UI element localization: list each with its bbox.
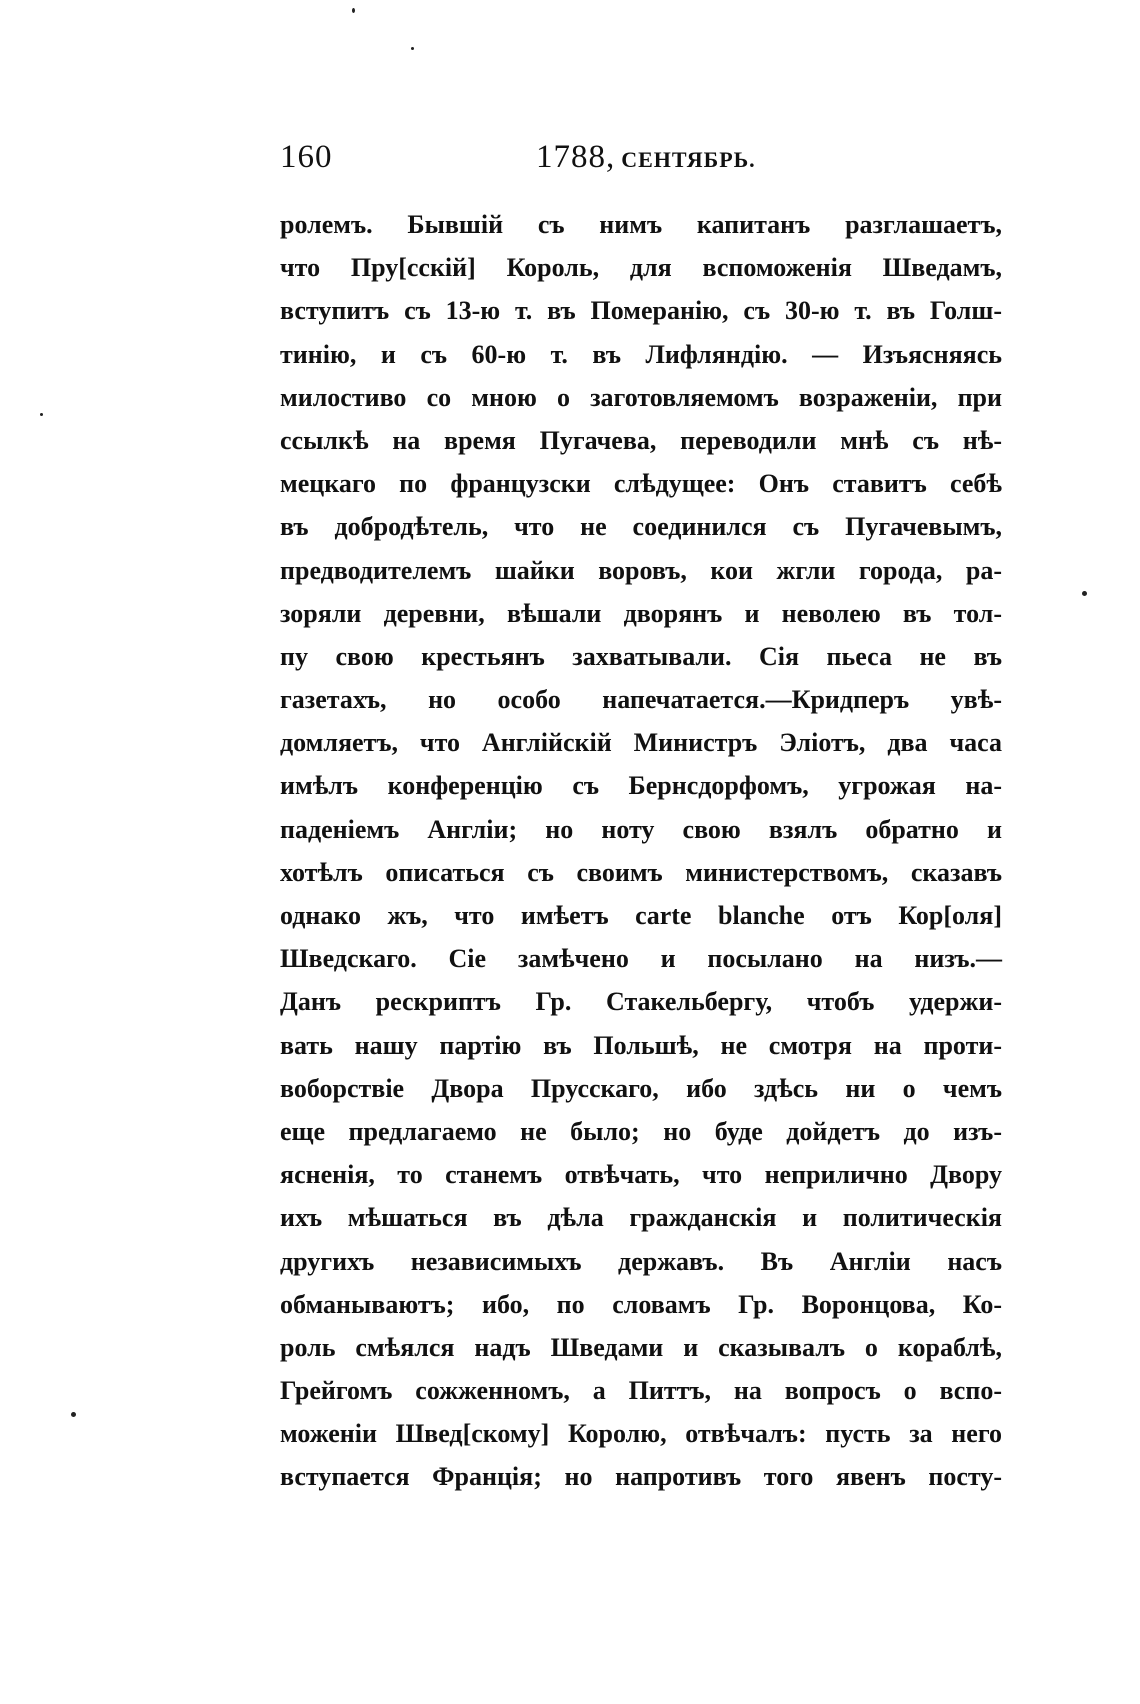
text-line: еще предлагаемо не было; но буде дойдетъ до изъ- bbox=[280, 1116, 1002, 1146]
text-line: въ добродѣтель, что не соединился съ Пугачевымъ, bbox=[280, 512, 1002, 542]
page-header bbox=[280, 132, 1000, 182]
text-line: тинію, и съ 60-ю т. въ Лифляндію. — Изъясняясь bbox=[280, 339, 1002, 369]
scan-speck bbox=[352, 8, 355, 13]
text-line: пу свою крестьянъ захватывали. Сія пьеса не въ bbox=[280, 641, 1002, 671]
scan-speck bbox=[1082, 591, 1087, 596]
text-line: зоряли деревни, вѣшали дворянъ и неволею въ тол- bbox=[280, 598, 1002, 628]
text-line: имѣлъ конференцію съ Бернсдорфомъ, угрожая на- bbox=[280, 771, 1002, 801]
text-line: милостиво со мною о заготовляемомъ возраженіи, при bbox=[280, 382, 1002, 412]
text-line: что Пру[сскій] Король, для вспоможенія Шведамъ, bbox=[280, 253, 1002, 283]
text-line: моженіи Швед[скому] Королю, отвѣчалъ: пусть за него bbox=[280, 1419, 1002, 1449]
text-line: воборствіе Двора Прусскаго, ибо здѣсь ни о чемъ bbox=[280, 1073, 1002, 1103]
text-line: газетахъ, но особо напечатается.—Кридперъ увѣ- bbox=[280, 685, 1002, 715]
text-line: ясненія, то станемъ отвѣчать, что неприлично Двору bbox=[280, 1160, 1002, 1190]
running-head-year: 1788, bbox=[536, 139, 616, 175]
scan-speck bbox=[411, 47, 414, 50]
text-line: домляетъ, что Англійскій Министръ Эліотъ, два часа bbox=[280, 728, 1002, 758]
text-line: другихъ независимыхъ державъ. Въ Англіи насъ bbox=[280, 1246, 1002, 1276]
body-text bbox=[280, 203, 1002, 1499]
text-line: ссылкѣ на время Пугачева, переводили мнѣ съ нѣ- bbox=[280, 425, 1002, 455]
text-line: ихъ мѣшаться въ дѣла гражданскія и политическія bbox=[280, 1203, 1002, 1233]
text-line: ролемъ. Бывшій съ нимъ капитанъ разглашаетъ, bbox=[280, 210, 1002, 239]
page-number: 160 bbox=[280, 139, 333, 175]
scan-speck bbox=[40, 413, 43, 416]
text-line: хотѣлъ описаться съ своимъ министерствомъ, сказавъ bbox=[280, 857, 1002, 887]
text-line: вступитъ съ 13-ю т. въ Померанію, съ 30-ю т. въ Голш- bbox=[280, 296, 1002, 326]
text-line: Грейгомъ сожженномъ, а Питтъ, на вопросъ о вспо- bbox=[280, 1376, 1002, 1406]
text-line: паденіемъ Англіи; но ноту свою взялъ обратно и bbox=[280, 814, 1002, 844]
text-line: обманываютъ; ибо, по словамъ Гр. Воронцова, Ко- bbox=[280, 1289, 1002, 1319]
text-line: мецкаго по французски слѣдущее: Онъ ставитъ себѣ bbox=[280, 469, 1002, 499]
text-line: Шведскаго. Сіе замѣчено и посылано на низъ.— bbox=[280, 944, 1002, 974]
text-line: вступается Франція; но напротивъ того явенъ посту- bbox=[280, 1462, 1002, 1492]
scan-speck bbox=[71, 1412, 76, 1417]
text-line: вать нашу партію въ Польшѣ, не смотря на проти- bbox=[280, 1030, 1002, 1060]
running-head bbox=[536, 132, 756, 185]
text-line: роль смѣялся надъ Шведами и сказывалъ о кораблѣ, bbox=[280, 1332, 1002, 1362]
text-line: Данъ рескриптъ Гр. Стакельбергу, чтобъ удержи- bbox=[280, 987, 1002, 1017]
text-line: однако жъ, что имѣетъ carte blanche отъ Кор[оля] bbox=[280, 901, 1002, 930]
running-head-month: СЕНТЯБРЬ. bbox=[621, 147, 756, 172]
text-line: предводителемъ шайки воровъ, кои жгли города, ра- bbox=[280, 555, 1002, 585]
